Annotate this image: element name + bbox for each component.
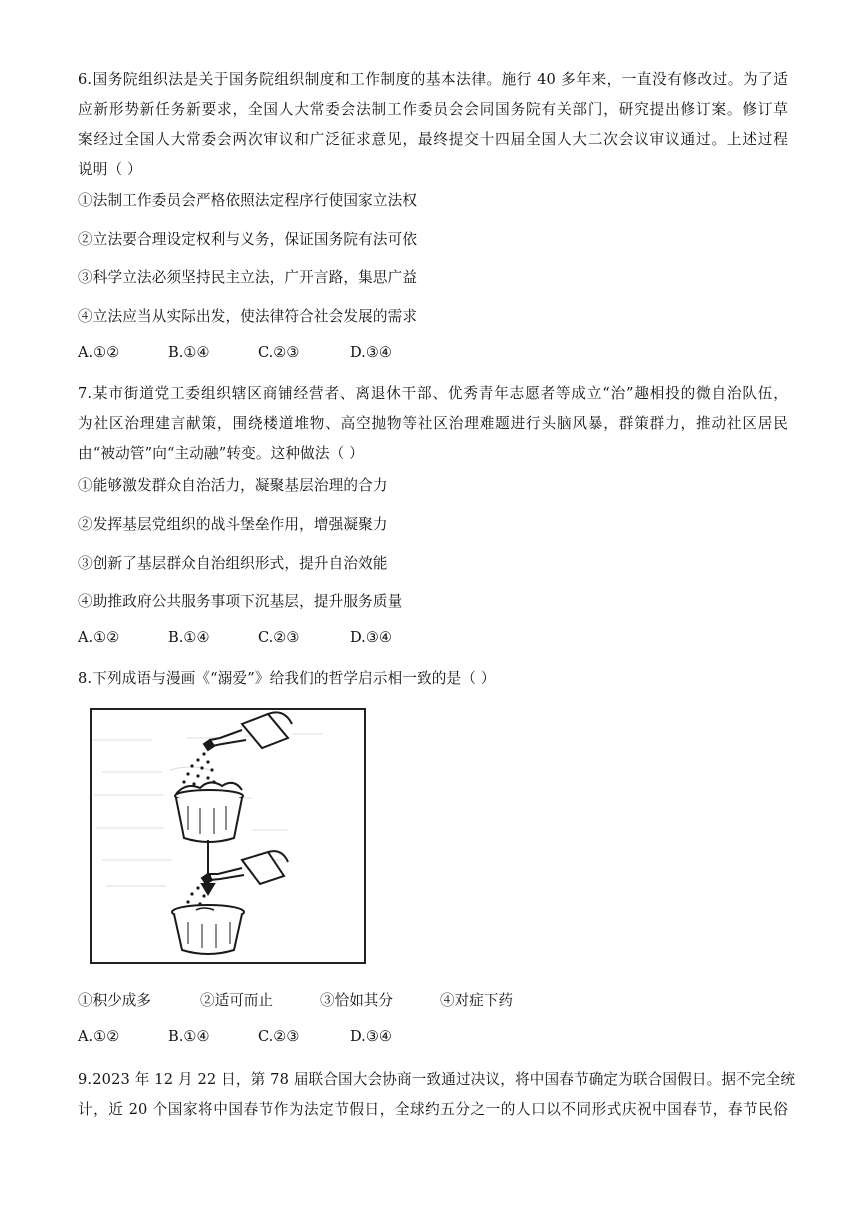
q6-option-b[interactable]: B.①④: [168, 344, 210, 361]
q7-stem-line-3: 由“被动管”向“主动融”转变。这种做法（ ）: [78, 445, 364, 462]
q7-option-c[interactable]: C.②③: [258, 629, 300, 646]
q7-statement-4: ④助推政府公共服务事项下沉基层，提升服务质量: [78, 593, 403, 610]
q7-option-b[interactable]: B.①④: [168, 629, 210, 646]
light-water-spray: [186, 886, 205, 905]
q6-statement-2: ②立法要合理设定权利与义务，保证国务院有法可依: [78, 231, 418, 248]
q8-option-a[interactable]: A.①②: [78, 1028, 120, 1045]
q7-statement-1: ①能够激发群众自治活力，凝聚基层治理的合力: [78, 477, 388, 494]
q6-statement-1: ①法制工作委员会严格依照法定程序行使国家立法权: [78, 192, 418, 209]
q7-stem-line-2: 为社区治理建言献策，围绕楼道堆物、高空抛物等社区治理难题进行头脑风暴，群策群力，推动社区居民: [78, 415, 788, 432]
q8-option-b[interactable]: B.①④: [168, 1028, 210, 1045]
overflowing-pot-icon: [175, 782, 243, 842]
q8-choice-2: ②适可而止: [200, 992, 273, 1009]
pot-icon: [172, 905, 244, 954]
q6-stem-line-4: 说明（ ）: [78, 161, 142, 178]
q7-option-a[interactable]: A.①②: [78, 629, 120, 646]
cartoon-doting-love: [90, 708, 366, 964]
q6-statement-4: ④立法应当从实际出发，使法律符合社会发展的需求: [78, 308, 418, 325]
q6-statement-3: ③科学立法必须坚持民主立法，广开言路，集思广益: [78, 269, 418, 286]
q8-option-d[interactable]: D.③④: [350, 1028, 392, 1045]
q7-statement-2: ②发挥基层党组织的战斗堡垒作用，增强凝聚力: [78, 516, 388, 533]
q6-option-a[interactable]: A.①②: [78, 344, 120, 361]
q8-option-c[interactable]: C.②③: [258, 1028, 300, 1045]
arrow-down-icon: [202, 840, 214, 894]
q9-stem-line-2: 计，近 20 个国家将中国春节作为法定节假日，全球约五分之一的人口以不同形式庆祝中国春节，春节民俗: [78, 1101, 788, 1118]
q7-stem-line-1: 7.某市街道党工委组织辖区商铺经营者、离退休干部、优秀青年志愿者等成立“治”趣相投的微自治队伍，: [78, 385, 788, 402]
q6-stem-line-2: 应新形势新任务新要求，全国人大常委会法制工作委员会会同国务院有关部门，研究提出修订案。修订草: [78, 101, 788, 118]
q8-stem: 8.下列成语与漫画《“溺爱”》给我们的哲学启示相一致的是（ ）: [78, 670, 496, 687]
q6-stem-line-1: 6.国务院组织法是关于国务院组织制度和工作制度的基本法律。施行 40 多年来，一直没有修改过。为了适: [78, 71, 788, 88]
q6-option-d[interactable]: D.③④: [350, 344, 392, 361]
q8-choice-4: ④对症下药: [440, 992, 513, 1009]
q8-choice-1: ①积少成多: [78, 992, 151, 1009]
cartoon-drawing: [92, 710, 364, 962]
watering-can-icon: [204, 712, 292, 750]
q6-stem-line-3: 案经过全国人大常委会两次审议和广泛征求意见，最终提交十四届全国人大二次会议审议通过。上述过程: [78, 131, 788, 148]
q7-option-d[interactable]: D.③④: [350, 629, 392, 646]
q6-option-c[interactable]: C.②③: [258, 344, 300, 361]
q7-statement-3: ③创新了基层群众自治组织形式，提升自治效能: [78, 555, 388, 572]
watering-can-icon: [202, 851, 288, 884]
q8-choice-3: ③恰如其分: [320, 992, 393, 1009]
q9-stem-line-1: 9.2023 年 12 月 22 日，第 78 届联合国大会协商一致通过决议，将中国春节确定为联合国假日。据不完全统: [78, 1071, 796, 1088]
